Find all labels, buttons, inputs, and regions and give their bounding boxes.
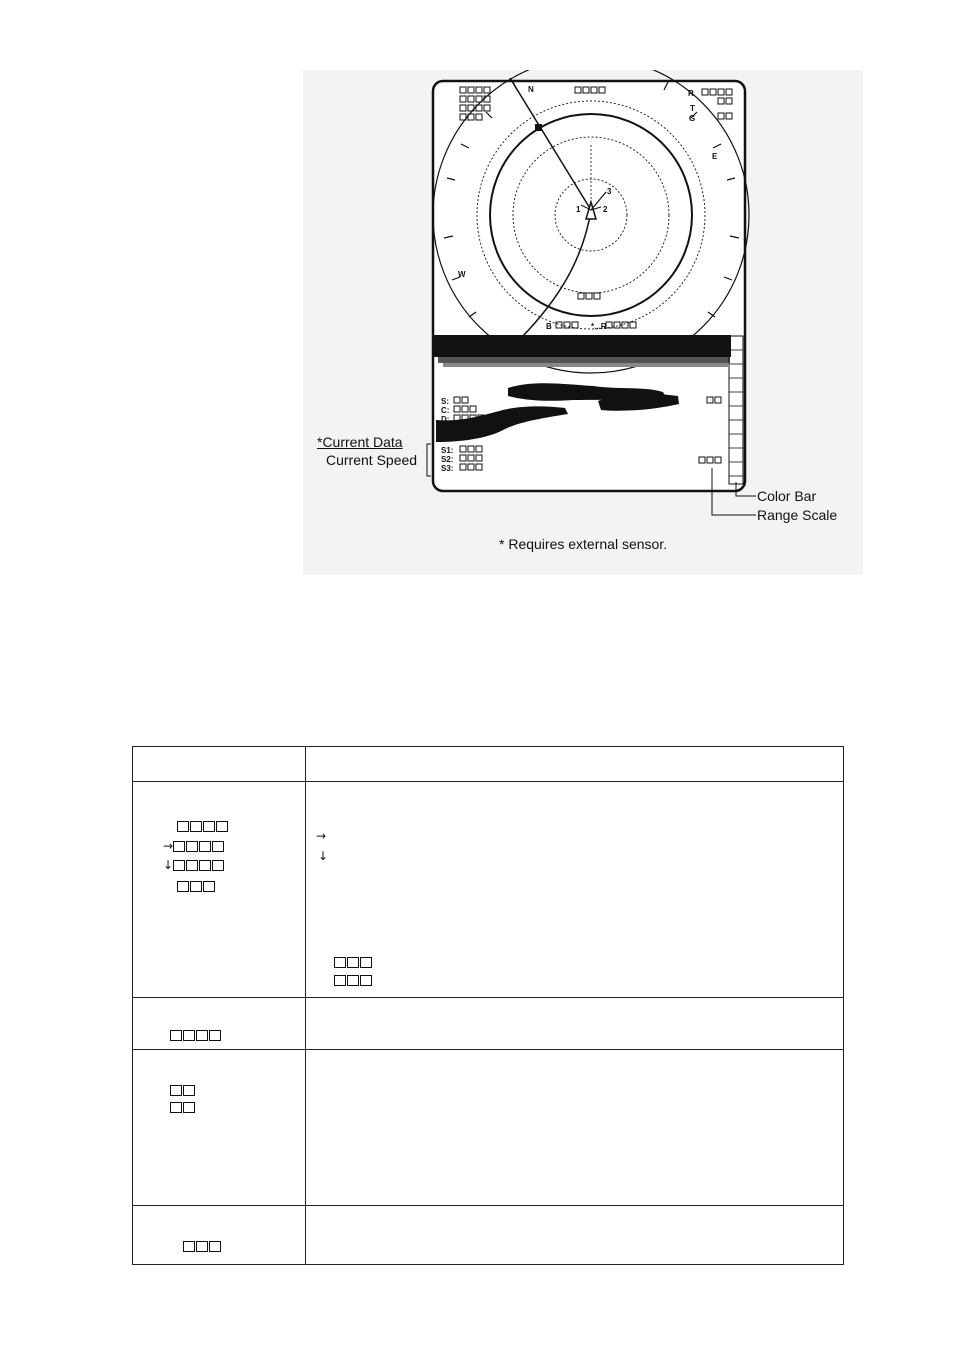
row1-description-cell — [306, 782, 844, 998]
arrow-right-icon: → — [163, 839, 174, 854]
north-label: N — [528, 85, 534, 94]
arrow-down-icon: ↓ — [163, 858, 174, 873]
row1-boxes-line1 — [177, 818, 229, 836]
row2-description-cell — [306, 998, 844, 1050]
footnote: * Requires external sensor. — [499, 536, 668, 552]
row1-boxes-line2 — [163, 838, 225, 856]
table-header-row — [133, 747, 844, 782]
row3-boxes-line2 — [170, 1099, 196, 1117]
table-row — [133, 998, 844, 1050]
seabed-echo-top — [433, 335, 731, 357]
row1-desc-arrow-down — [318, 848, 328, 866]
row1-boxes-line4 — [177, 878, 216, 896]
row1-desc-boxes-b — [334, 972, 373, 990]
sonar-display-figure — [303, 70, 863, 575]
marker-3: 3 — [607, 187, 612, 196]
svg-text:S3:: S3: — [441, 464, 454, 473]
speckle-noise — [438, 357, 730, 367]
row2-indication-cell — [133, 998, 306, 1050]
header-cell-2 — [306, 747, 844, 782]
row3-description-cell — [306, 1050, 844, 1206]
row4-boxes — [183, 1238, 222, 1256]
row1-desc-boxes-a — [334, 954, 373, 972]
table-row — [133, 1050, 844, 1206]
row4-indication-cell — [133, 1206, 306, 1265]
arrow-right-icon: → — [316, 829, 327, 844]
marker-1: 1 — [576, 205, 581, 214]
row3-indication-cell — [133, 1050, 306, 1206]
range-scale-label: Range Scale — [757, 507, 838, 523]
target-mark — [535, 124, 542, 131]
row2-boxes — [170, 1027, 222, 1045]
table-row — [133, 782, 844, 998]
east-label: E — [712, 152, 718, 161]
marker-2: 2 — [603, 205, 608, 214]
header-cell-1 — [133, 747, 306, 782]
current-speed-label: Current Speed — [326, 452, 418, 468]
indication-table — [132, 746, 844, 1265]
svg-text:C:: C: — [441, 406, 450, 415]
west-label: W — [458, 270, 466, 279]
arrow-down-icon: ↓ — [318, 849, 329, 864]
row1-desc-arrow-right — [316, 828, 326, 846]
svg-text:T:: T: — [441, 424, 448, 433]
color-bar-label: Color Bar — [757, 488, 817, 504]
svg-text:B: B — [546, 322, 552, 331]
row4-description-cell — [306, 1206, 844, 1265]
svg-text:D:: D: — [441, 415, 450, 424]
row1-boxes-line3 — [163, 857, 225, 875]
geo-label: G — [689, 114, 696, 123]
svg-text:S2:: S2: — [441, 455, 454, 464]
svg-text:*...R: *...R — [591, 322, 607, 331]
true-label: T — [690, 104, 695, 113]
svg-text:S:: S: — [441, 397, 449, 406]
rel-label: R — [688, 89, 694, 98]
table-row — [133, 1206, 844, 1265]
svg-text:S1:: S1: — [441, 446, 454, 455]
current-data-label: *Current Data — [317, 434, 403, 450]
row3-boxes-line1 — [170, 1082, 196, 1100]
row1-indication-cell — [133, 782, 306, 998]
